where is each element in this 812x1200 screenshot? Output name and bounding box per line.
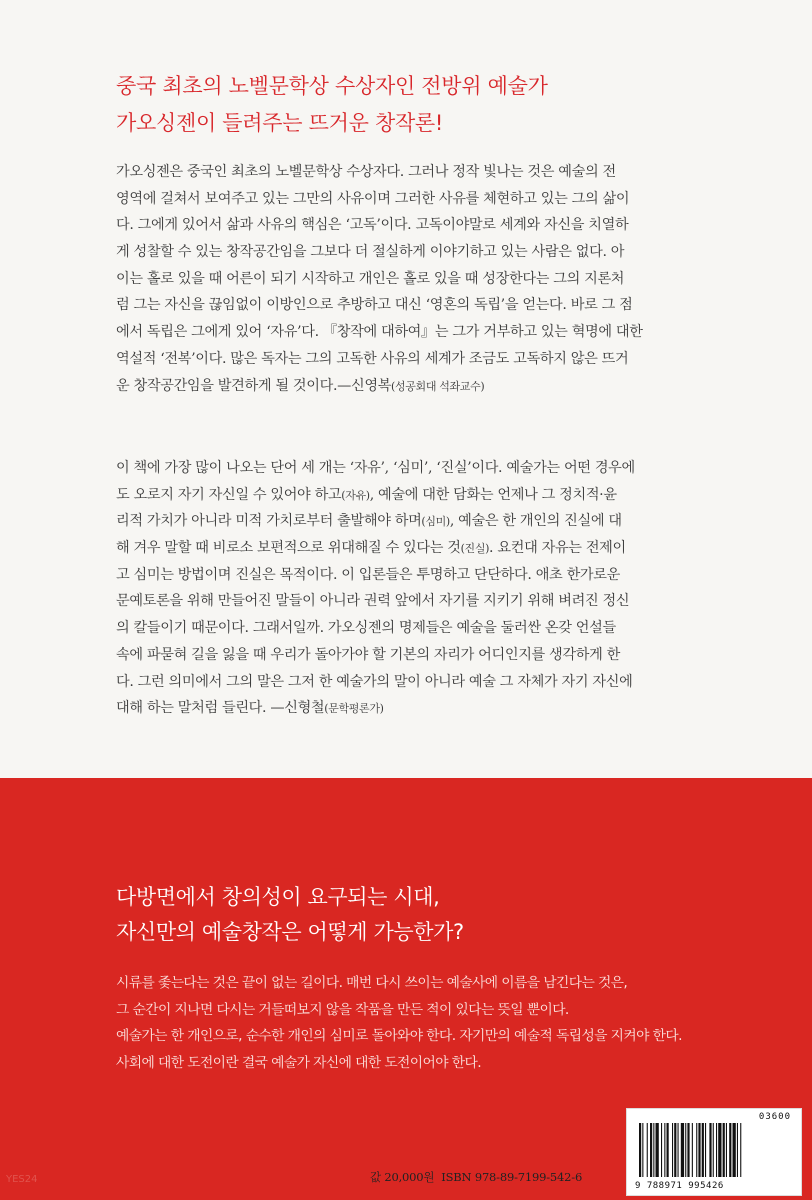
- barcode-bar: [726, 1123, 727, 1177]
- review1-line: 이는 홀로 있을 때 어른이 되기 시작하고 개인은 홀로 있을 때 성장한다는 그의 지론처: [116, 270, 625, 287]
- barcode-bar: [729, 1123, 731, 1177]
- review2-line: [116, 482, 716, 509]
- barcode-bar: [705, 1123, 706, 1177]
- quote-line: 그 순간이 지나면 다시는 거들떠보지 않을 작품을 만든 적이 있다는 뜻일 뿐이다.: [116, 1001, 569, 1018]
- tag-freedom: (자유): [341, 488, 370, 502]
- review1-last-line: [116, 373, 716, 400]
- review2-text: , 예술은 한 개인의 진실에 대: [449, 513, 622, 530]
- price-label: 값 20,000원: [370, 1170, 435, 1184]
- review2-text: . 요컨대 자유는 전제이: [489, 540, 626, 557]
- review2-line: [116, 508, 716, 535]
- review2-affiliation: (문학평론가): [324, 702, 384, 716]
- tag-aesthetic: (심미): [421, 515, 450, 529]
- review2-signature: —신형철: [270, 700, 325, 717]
- barcode-bar: [667, 1123, 669, 1177]
- review1-line: 운 창작공간임을 발견하게 될 것이다.: [116, 377, 338, 394]
- barcode-bar: [672, 1123, 673, 1177]
- barcode-bar: [692, 1123, 693, 1177]
- question-line-2: 자신만의 예술창작은 어떻게 가능한가?: [116, 920, 464, 944]
- review2-text: , 예술에 대한 담화는 언제나 그 정치적·윤: [369, 486, 617, 503]
- review1-line: 에서 독립은 그에게 있어 ‘자유’다. 『창작에 대하여』는 그가 거부하고 있는 혁명에 대한: [116, 324, 643, 341]
- review2-line: 속에 파묻혀 길을 잃을 때 우리가 돌아가야 할 기본의 자리가 어디인지를 생각하게 한: [116, 646, 620, 663]
- barcode-bar: [723, 1123, 725, 1177]
- barcode-bar: [733, 1123, 736, 1177]
- review1-line: 게 성찰할 수 있는 창작공간임을 그보다 더 절실하게 이야기하고 있는 사람은 없다. 아: [116, 244, 625, 261]
- barcode-digits: 9 788971 995426: [635, 1181, 724, 1191]
- review1-line: 다. 그에게 있어서 삶과 사유의 핵심은 ‘고독’이다. 고독이야말로 세계와 자신을 치열하: [116, 217, 629, 234]
- review1-affiliation: (성공회대 석좌교수): [391, 379, 485, 393]
- question-line-1: 다방면에서 창의성이 요구되는 시대,: [116, 885, 440, 909]
- review2-text: 도 오로지 자기 자신일 수 있어야 하고: [116, 486, 342, 503]
- barcode-bar: [737, 1123, 738, 1177]
- barcode-bar: [696, 1123, 697, 1177]
- author-quote: [116, 970, 776, 1076]
- review2-line: 의 칼들이기 때문이다. 그래서일까. 가오싱젠의 명제들은 예술을 둘러싼 온갖 언설들: [116, 620, 616, 637]
- barcode-bars-icon: [637, 1123, 791, 1177]
- question-heading: [116, 880, 776, 950]
- barcode-addon-number: 03600: [758, 1112, 791, 1122]
- barcode-bar: [656, 1123, 659, 1177]
- barcode-bar: [653, 1123, 654, 1177]
- barcode-bar: [650, 1123, 652, 1177]
- review2-text: 해 겨우 말할 때 비로소 보편적으로 위대해질 수 있다는 것: [116, 540, 461, 557]
- watermark: YES24: [6, 1174, 38, 1185]
- barcode-bar: [642, 1123, 643, 1177]
- barcode-bar: [674, 1123, 676, 1177]
- review-shin-hyungchul: [116, 455, 716, 722]
- barcode-bar: [713, 1123, 714, 1177]
- isbn-label: ISBN 978-89-7199-542-6: [441, 1170, 583, 1184]
- barcode-bar: [687, 1123, 689, 1177]
- review1-line: 럼 그는 자신을 끊임없이 이방인으로 추방하고 대신 ‘영혼의 독립’을 얻는다. 바로 그 점: [116, 297, 633, 314]
- barcode-bar: [685, 1123, 686, 1177]
- quote-line: 사회에 대한 도전이란 결국 예술가 자신에 대한 도전이어야 한다.: [116, 1054, 481, 1071]
- barcode-bar: [718, 1123, 721, 1177]
- review2-line: 문예토론을 위해 만들어진 말들이 아니라 권력 앞에서 자기를 지키기 위해 벼려진 정신: [116, 593, 630, 610]
- barcode-bar: [716, 1123, 717, 1177]
- review2-line: 고 심미는 방법이며 진실은 목적이다. 이 입론들은 투명하고 단단하다. 애초 한가로운: [116, 566, 620, 583]
- price-isbn: [370, 1169, 582, 1185]
- headline-line-1: 중국 최초의 노벨문학상 수상자인 전방위 예술가: [116, 74, 548, 98]
- barcode-bar: [639, 1123, 641, 1177]
- review2-text: 대해 하는 말처럼 들린다.: [116, 700, 267, 717]
- barcode-bar: [702, 1123, 704, 1177]
- barcode-bar: [661, 1123, 662, 1177]
- review2-text: 리적 가치가 아니라 미적 가치로부터 출발해야 하며: [116, 513, 422, 530]
- review2-last-line: [116, 695, 716, 722]
- review2-line: 이 책에 가장 많이 나오는 단어 세 개는 ‘자유’, ‘심미’, ‘진실’이다. 예술가는 어떤 경우에: [116, 460, 635, 476]
- review1-line: 가오싱젠은 중국인 최초의 노벨문학상 수상자다. 그러나 정작 빛나는 것은 예술의 전: [116, 164, 616, 180]
- review1-signature: —신영복: [337, 377, 392, 394]
- review2-line: 다. 그런 의미에서 그의 말은 그저 한 예술가의 말이 아니라 예술 그 자체가 자기 자신에: [116, 673, 633, 690]
- barcode-bar: [709, 1123, 711, 1177]
- barcode-bar: [698, 1123, 700, 1177]
- isbn-barcode: [626, 1108, 802, 1196]
- barcode-bar: [740, 1123, 741, 1177]
- review1-line: 역설적 ‘전복’이다. 많은 독자는 그의 고독한 사유의 세계가 조금도 고독하지 않은 뜨거: [116, 350, 629, 367]
- headline: [116, 68, 756, 142]
- headline-line-2: 가오싱젠이 들려주는 뜨거운 창작론!: [116, 111, 444, 135]
- review2-line: [116, 535, 716, 562]
- barcode-bar: [664, 1123, 665, 1177]
- review-shin-youngbok: [116, 159, 716, 399]
- quote-line: 시류를 좇는다는 것은 끝이 없는 길이다. 매번 다시 쓰이는 예술사에 이름을 남긴다는 것은,: [116, 975, 628, 991]
- tag-truth: (진실): [460, 542, 490, 556]
- quote-line: 예술가는 한 개인으로, 순수한 개인의 심미로 돌아와야 한다. 자기만의 예술적 독립성을 지켜야 한다.: [116, 1028, 682, 1044]
- review1-line: 영역에 걸쳐서 보여주고 있는 그만의 사유이며 그러한 사유를 체현하고 있는 그의 삶이: [116, 190, 630, 207]
- barcode-bar: [681, 1123, 684, 1177]
- barcode-bar: [647, 1123, 648, 1177]
- barcode-bar: [678, 1123, 679, 1177]
